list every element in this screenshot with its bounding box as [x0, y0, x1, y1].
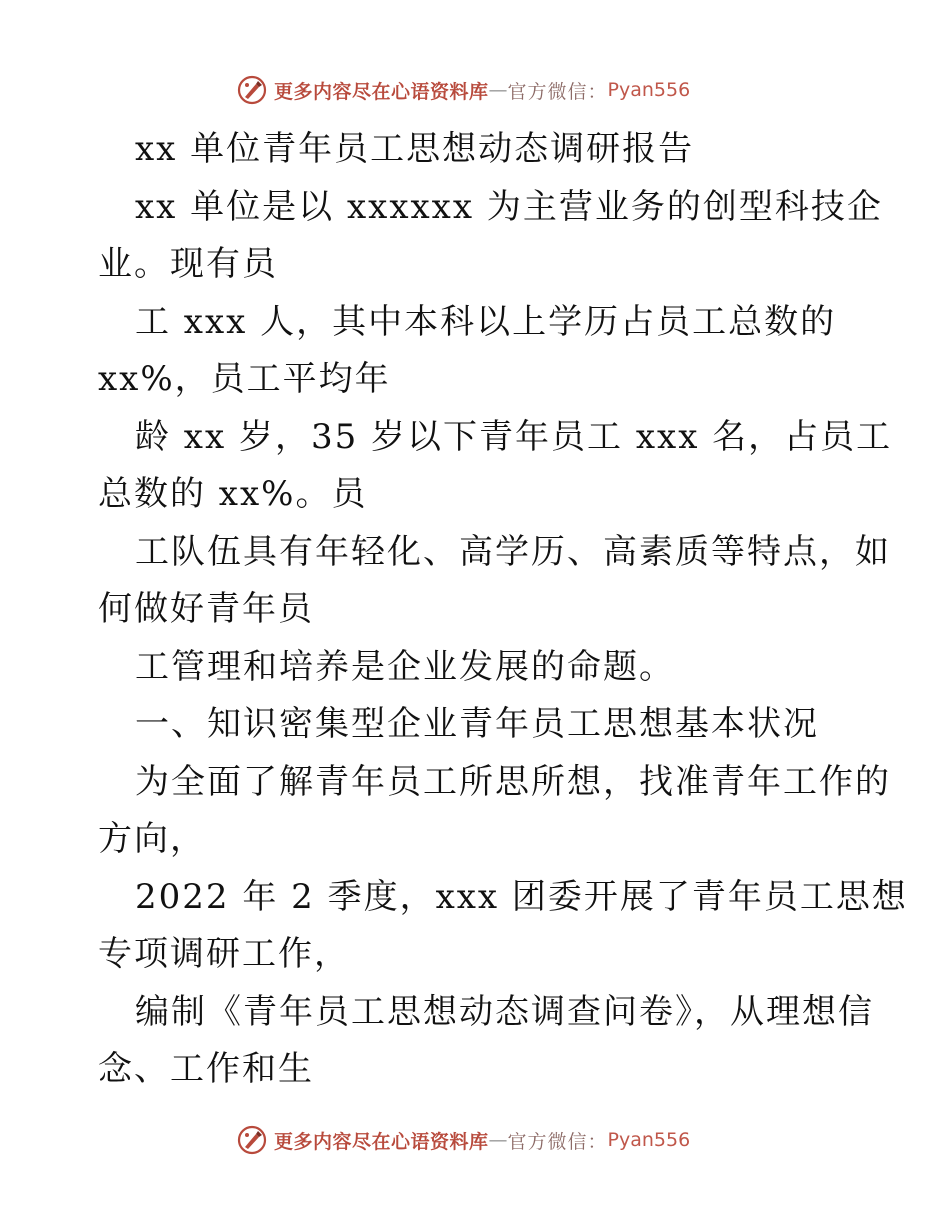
paragraph-line: xx%，员工平均年: [98, 359, 391, 399]
banner-separator: —: [488, 79, 508, 101]
paragraph-line: 总数的 xx%。员: [98, 474, 368, 514]
document-title: xx 单位青年员工思想动态调研报告: [135, 129, 695, 169]
banner-brand-text: 更多内容尽在心语资料库: [274, 1130, 489, 1153]
banner-separator: —: [488, 1129, 508, 1151]
banner-wechat-id: Pyan556: [607, 79, 691, 101]
paragraph-line: 业。现有员: [98, 244, 278, 284]
paragraph-line: 工管理和培养是企业发展的命题。: [135, 647, 675, 687]
paragraph-line: 工队伍具有年轻化、高学历、高素质等特点，如: [135, 532, 891, 572]
paragraph-line: xx 单位是以 xxxxxx 为主营业务的创型科技企: [135, 187, 883, 227]
banner-wechat-label: 官方微信：: [507, 80, 608, 103]
paragraph-line: 念、工作和生: [98, 1049, 314, 1089]
footer-banner: [236, 1123, 690, 1157]
header-banner: [236, 73, 690, 107]
pen-logo-icon: [236, 1124, 268, 1156]
paragraph-line: 为全面了解青年员工所思所想，找准青年工作的: [135, 762, 891, 802]
pen-logo-icon: [236, 74, 268, 106]
section-heading: 一、知识密集型企业青年员工思想基本状况: [135, 704, 819, 744]
paragraph-line: 方向，: [98, 819, 206, 859]
banner-wechat-label: 官方微信：: [507, 1130, 608, 1153]
paragraph-line: 何做好青年员: [98, 589, 314, 629]
paragraph-line: 编制《青年员工思想动态调查问卷》，从理想信: [135, 992, 874, 1032]
banner-wechat-id: Pyan556: [607, 1129, 691, 1151]
banner-brand-text: 更多内容尽在心语资料库: [274, 80, 489, 103]
paragraph-line: 专项调研工作，: [98, 934, 350, 974]
paragraph-line: 2022 年 2 季度，xxx 团委开展了青年员工思想: [135, 877, 908, 917]
paragraph-line: 工 xxx 人，其中本科以上学历占员工总数的: [135, 302, 837, 342]
paragraph-line: 龄 xx 岁，35 岁以下青年员工 xxx 名，占员工: [135, 417, 893, 457]
